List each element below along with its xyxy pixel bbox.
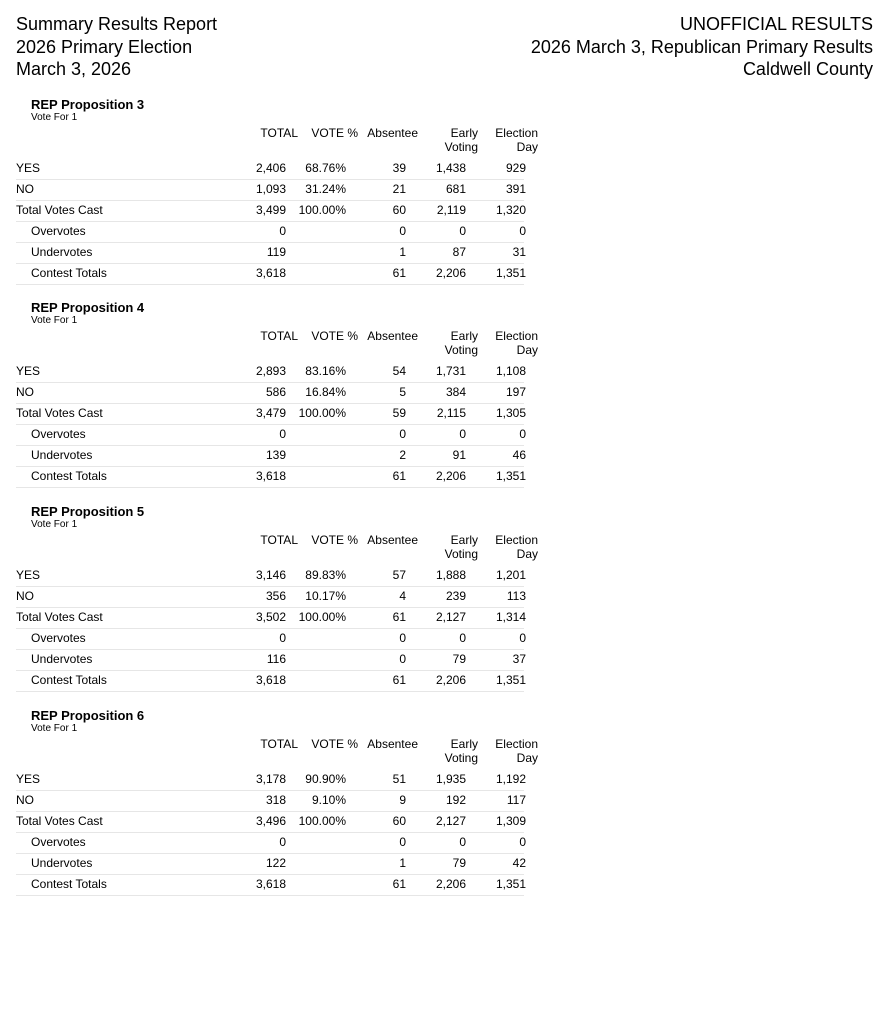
row-label: YES <box>16 568 41 582</box>
table-row <box>16 424 524 446</box>
total-cell: 3,502 <box>255 610 286 624</box>
col-header-total: TOTAL <box>260 737 298 751</box>
vote-pct-cell: 100.00% <box>298 203 346 217</box>
col-header-eday-line1: Election <box>495 737 538 751</box>
vote-for-note: Vote For 1 <box>31 723 78 734</box>
col-header-early-line2: Voting <box>444 751 478 765</box>
table-row <box>16 403 524 425</box>
election-day-cell: 0 <box>519 427 526 441</box>
row-label: Undervotes <box>31 245 93 259</box>
total-cell: 0 <box>279 631 286 645</box>
vote-pct-cell: 100.00% <box>298 406 346 420</box>
report-header-left <box>16 13 217 81</box>
absentee-cell: 61 <box>392 266 406 280</box>
contest-section <box>0 504 887 694</box>
vote-pct-cell: 10.17% <box>305 589 346 603</box>
absentee-cell: 4 <box>399 589 406 603</box>
table-row <box>16 221 524 243</box>
total-cell: 139 <box>265 448 286 462</box>
election-day-cell: 117 <box>506 793 526 807</box>
contest-title: REP Proposition 6 <box>31 708 145 723</box>
row-label: NO <box>16 793 34 807</box>
total-cell: 586 <box>265 385 286 399</box>
total-cell: 3,146 <box>255 568 286 582</box>
col-header-early-voting <box>420 737 478 765</box>
col-header-early-line2: Voting <box>444 140 478 154</box>
row-label: Total Votes Cast <box>16 814 103 828</box>
table-row <box>16 158 524 180</box>
row-label: Undervotes <box>31 856 93 870</box>
absentee-cell: 57 <box>392 568 406 582</box>
early-voting-cell: 2,119 <box>436 203 466 217</box>
total-cell: 3,496 <box>255 814 286 828</box>
absentee-cell: 1 <box>399 245 406 259</box>
early-voting-cell: 1,888 <box>435 568 466 582</box>
total-cell: 2,893 <box>255 364 286 378</box>
col-header-eday-line2: Day <box>516 140 538 154</box>
row-label: Undervotes <box>31 448 93 462</box>
col-header-election-day <box>480 737 538 765</box>
absentee-cell: 0 <box>399 224 406 238</box>
table-row <box>16 607 524 629</box>
row-label: Total Votes Cast <box>16 406 103 420</box>
col-header-eday-line2: Day <box>516 343 538 357</box>
row-label: Overvotes <box>31 835 86 849</box>
early-voting-cell: 2,206 <box>435 877 466 891</box>
vote-pct-cell: 9.10% <box>311 793 346 807</box>
election-day-cell: 42 <box>512 856 526 870</box>
col-header-early-line1: Early <box>450 737 478 751</box>
contest-title: REP Proposition 3 <box>31 97 145 112</box>
election-day-cell: 197 <box>505 385 526 399</box>
absentee-cell: 59 <box>392 406 406 420</box>
contest-section <box>0 300 887 490</box>
row-label: Contest Totals <box>31 469 107 483</box>
col-header-total: TOTAL <box>260 533 298 547</box>
results-status: UNOFFICIAL RESULTS <box>679 14 873 34</box>
table-row <box>16 565 524 587</box>
vote-pct-cell: 83.16% <box>305 364 346 378</box>
absentee-cell: 51 <box>392 772 406 786</box>
early-voting-cell: 2,206 <box>435 469 466 483</box>
col-header-vote-pct: VOTE % <box>311 126 358 140</box>
col-header-eday-line2: Day <box>516 547 538 561</box>
col-header-early-line1: Early <box>450 329 478 343</box>
early-voting-cell: 91 <box>452 448 466 462</box>
vote-pct-cell: 89.83% <box>305 568 346 582</box>
table-row <box>16 790 524 812</box>
absentee-cell: 54 <box>392 364 406 378</box>
election-day-cell: 46 <box>512 448 526 462</box>
total-cell: 3,618 <box>255 673 286 687</box>
absentee-cell: 60 <box>392 814 406 828</box>
col-header-election-day <box>480 126 538 154</box>
election-day-cell: 1,192 <box>495 772 526 786</box>
election-day-cell: 1,305 <box>495 406 526 420</box>
report-header-right <box>531 13 873 81</box>
total-cell: 3,178 <box>255 772 286 786</box>
total-cell: 2,406 <box>255 161 286 175</box>
vote-for-note: Vote For 1 <box>31 315 78 326</box>
col-header-absentee: Absentee <box>367 126 418 140</box>
election-day-cell: 0 <box>519 631 526 645</box>
election-day-cell: 391 <box>505 182 526 196</box>
absentee-cell: 39 <box>392 161 406 175</box>
early-voting-cell: 0 <box>459 631 466 645</box>
results-name: 2026 March 3, Republican Primary Results <box>530 36 873 57</box>
col-header-early-voting <box>420 533 478 561</box>
absentee-cell: 0 <box>399 652 406 666</box>
vote-pct-cell: 31.24% <box>305 182 346 196</box>
total-cell: 119 <box>266 245 286 259</box>
absentee-cell: 5 <box>399 385 406 399</box>
table-row <box>16 649 524 671</box>
early-voting-cell: 1,731 <box>435 364 466 378</box>
col-header-total: TOTAL <box>260 329 298 343</box>
table-row <box>16 670 524 692</box>
table-row <box>16 628 524 650</box>
table-row <box>16 200 524 222</box>
total-cell: 3,618 <box>255 266 286 280</box>
total-cell: 0 <box>279 224 286 238</box>
election-day-cell: 1,320 <box>495 203 526 217</box>
early-voting-cell: 1,438 <box>435 161 466 175</box>
early-voting-cell: 0 <box>459 224 466 238</box>
total-cell: 122 <box>265 856 286 870</box>
table-row <box>16 874 524 896</box>
early-voting-cell: 384 <box>445 385 466 399</box>
row-label: NO <box>16 589 34 603</box>
table-row <box>16 832 524 854</box>
table-row <box>16 263 524 285</box>
row-label: Total Votes Cast <box>16 203 103 217</box>
vote-pct-cell: 90.90% <box>305 772 346 786</box>
col-header-eday-line1: Election <box>495 126 538 140</box>
election-day-cell: 1,351 <box>495 877 526 891</box>
row-label: Contest Totals <box>31 673 107 687</box>
row-label: Contest Totals <box>31 266 107 280</box>
county-name: Caldwell County <box>742 59 873 79</box>
table-row <box>16 769 524 791</box>
election-day-cell: 0 <box>519 224 526 238</box>
row-label: Overvotes <box>31 631 86 645</box>
col-header-early-line1: Early <box>450 126 478 140</box>
early-voting-cell: 1,935 <box>435 772 466 786</box>
absentee-cell: 61 <box>392 469 406 483</box>
row-label: Undervotes <box>31 652 93 666</box>
row-label: NO <box>16 385 34 399</box>
absentee-cell: 0 <box>399 427 406 441</box>
col-header-eday-line2: Day <box>516 751 538 765</box>
absentee-cell: 0 <box>399 631 406 645</box>
col-header-eday-line1: Election <box>495 533 538 547</box>
total-cell: 3,618 <box>255 469 286 483</box>
row-label: Total Votes Cast <box>16 610 103 624</box>
early-voting-cell: 0 <box>459 835 466 849</box>
early-voting-cell: 79 <box>452 856 466 870</box>
total-cell: 318 <box>265 793 286 807</box>
election-day-cell: 929 <box>505 161 526 175</box>
table-row <box>16 361 524 383</box>
vote-pct-cell: 68.76% <box>305 161 346 175</box>
absentee-cell: 60 <box>392 203 406 217</box>
row-label: NO <box>16 182 34 196</box>
election-name: 2026 Primary Election <box>16 36 193 57</box>
election-day-cell: 1,351 <box>495 266 526 280</box>
report-title: Summary Results Report <box>16 14 218 34</box>
row-label: Overvotes <box>31 224 86 238</box>
absentee-cell: 61 <box>392 673 406 687</box>
row-label: Overvotes <box>31 427 86 441</box>
col-header-absentee: Absentee <box>367 329 418 343</box>
table-row <box>16 586 524 608</box>
col-header-election-day <box>480 533 538 561</box>
election-day-cell: 1,108 <box>495 364 526 378</box>
election-day-cell: 1,314 <box>495 610 526 624</box>
early-voting-cell: 2,206 <box>435 673 466 687</box>
col-header-early-line2: Voting <box>444 547 478 561</box>
absentee-cell: 9 <box>399 793 406 807</box>
election-day-cell: 31 <box>512 245 526 259</box>
absentee-cell: 61 <box>392 610 406 624</box>
early-voting-cell: 2,127 <box>435 814 466 828</box>
election-day-cell: 1,351 <box>495 469 526 483</box>
col-header-vote-pct: VOTE % <box>311 737 358 751</box>
col-header-absentee: Absentee <box>367 737 418 751</box>
col-header-vote-pct: VOTE % <box>311 533 358 547</box>
table-row <box>16 382 524 404</box>
col-header-total: TOTAL <box>260 126 298 140</box>
vote-pct-cell: 16.84% <box>305 385 346 399</box>
row-label: YES <box>16 772 41 786</box>
contest-title: REP Proposition 4 <box>31 300 145 315</box>
table-row <box>16 179 524 201</box>
election-date: March 3, 2026 <box>16 59 132 79</box>
election-day-cell: 37 <box>512 652 526 666</box>
total-cell: 1,093 <box>255 182 286 196</box>
table-row <box>16 466 524 488</box>
election-day-cell: 113 <box>506 589 526 603</box>
total-cell: 3,499 <box>255 203 286 217</box>
col-header-early-line1: Early <box>450 533 478 547</box>
absentee-cell: 1 <box>399 856 406 870</box>
vote-pct-cell: 100.00% <box>298 814 346 828</box>
total-cell: 356 <box>265 589 286 603</box>
election-day-cell: 1,309 <box>495 814 526 828</box>
row-label: YES <box>16 364 41 378</box>
total-cell: 3,618 <box>255 877 286 891</box>
vote-pct-cell: 100.00% <box>298 610 346 624</box>
early-voting-cell: 0 <box>459 427 466 441</box>
absentee-cell: 2 <box>399 448 406 462</box>
early-voting-cell: 192 <box>445 793 466 807</box>
early-voting-cell: 2,127 <box>435 610 466 624</box>
col-header-vote-pct: VOTE % <box>311 329 358 343</box>
table-row <box>16 445 524 467</box>
election-day-cell: 1,201 <box>495 568 526 582</box>
total-cell: 0 <box>279 427 286 441</box>
col-header-absentee: Absentee <box>367 533 418 547</box>
vote-for-note: Vote For 1 <box>31 112 78 123</box>
total-cell: 3,479 <box>255 406 286 420</box>
table-row <box>16 811 524 833</box>
col-header-early-voting <box>420 126 478 154</box>
early-voting-cell: 87 <box>452 245 466 259</box>
early-voting-cell: 2,115 <box>436 406 466 420</box>
table-row <box>16 853 524 875</box>
col-header-early-line2: Voting <box>444 343 478 357</box>
election-day-cell: 1,351 <box>495 673 526 687</box>
total-cell: 0 <box>279 835 286 849</box>
total-cell: 116 <box>266 652 286 666</box>
row-label: YES <box>16 161 41 175</box>
col-header-early-voting <box>420 329 478 357</box>
col-header-eday-line1: Election <box>495 329 538 343</box>
early-voting-cell: 681 <box>445 182 466 196</box>
contest-section <box>0 708 887 898</box>
contest-title: REP Proposition 5 <box>31 504 145 519</box>
table-row <box>16 242 524 264</box>
absentee-cell: 61 <box>392 877 406 891</box>
absentee-cell: 0 <box>399 835 406 849</box>
early-voting-cell: 79 <box>452 652 466 666</box>
col-header-election-day <box>480 329 538 357</box>
absentee-cell: 21 <box>392 182 406 196</box>
early-voting-cell: 2,206 <box>435 266 466 280</box>
vote-for-note: Vote For 1 <box>31 519 78 530</box>
early-voting-cell: 239 <box>445 589 466 603</box>
election-day-cell: 0 <box>519 835 526 849</box>
contest-section <box>0 97 887 287</box>
row-label: Contest Totals <box>31 877 107 891</box>
